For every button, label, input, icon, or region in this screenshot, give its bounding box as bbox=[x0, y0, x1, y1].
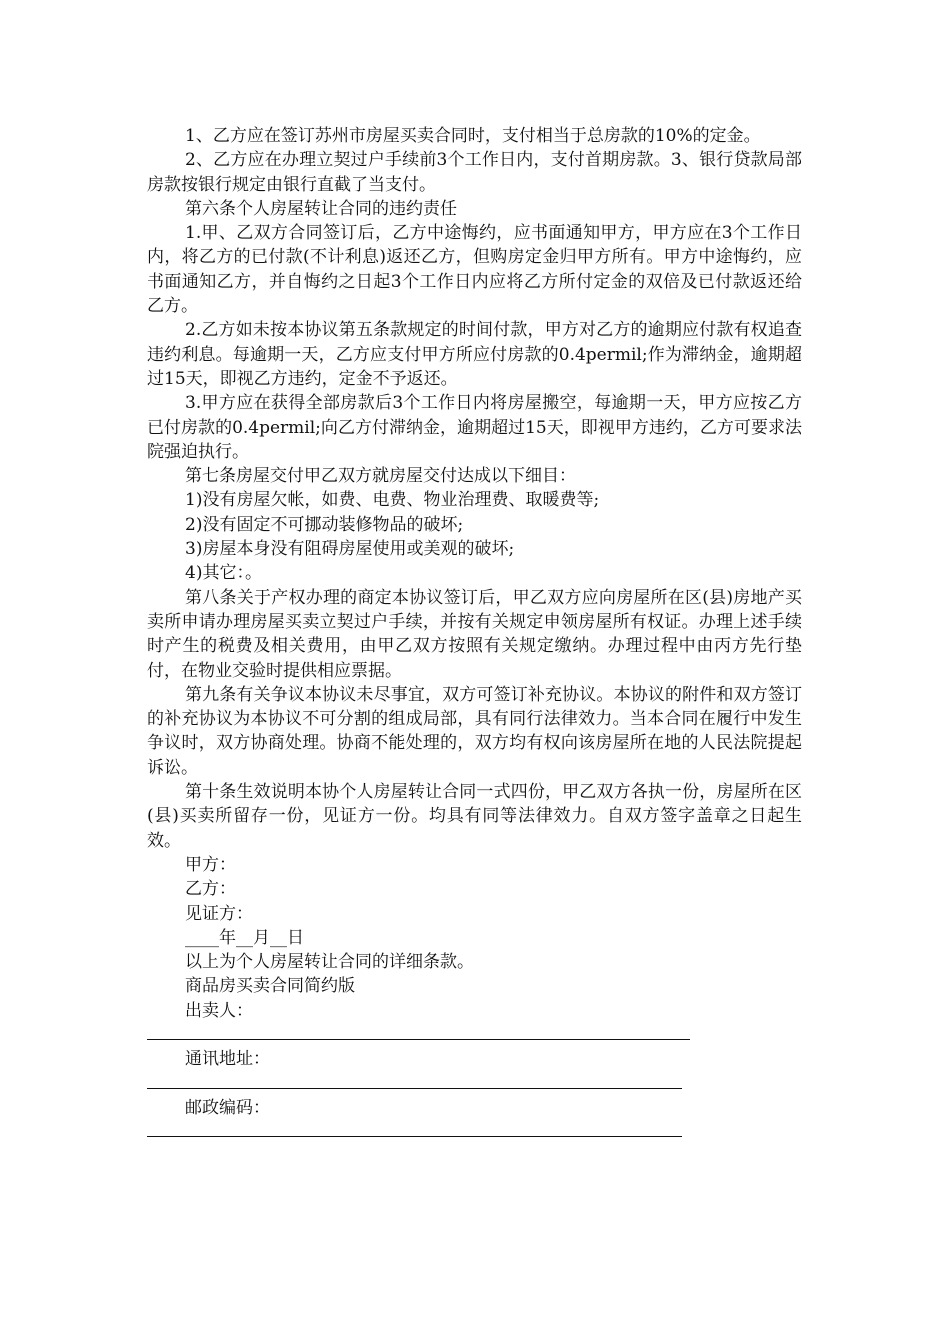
signature-witness: 见证方： bbox=[185, 903, 253, 924]
postcode-fill-line bbox=[147, 1120, 802, 1144]
list-item-delivery-3: 3)房屋本身没有阻碍房屋使用或美观的破坏; bbox=[185, 539, 515, 560]
heading-article-7: 第七条房屋交付甲乙双方就房屋交付达成以下细目： bbox=[185, 466, 576, 487]
blank-line bbox=[147, 1120, 682, 1137]
document-page bbox=[147, 124, 802, 1144]
paragraph-breach-1: 1.甲、乙双方合同签订后，乙方中途悔约，应书面通知甲方，甲方应在3个工作日内，将乙方的已付款(不计利息)返还乙方，但购房定金归甲方所有。甲方中途悔约，应书面通知乙方，并自悔约之日起3个工作日内应将乙方所付定金的双倍及已付款返还给乙方。 bbox=[147, 223, 802, 317]
signature-party-b: 乙方： bbox=[185, 879, 236, 900]
seller-fill-line bbox=[147, 1023, 802, 1047]
paragraph-breach-3: 3.甲方应在获得全部房款后3个工作日内将房屋搬空，每逾期一天，甲方应按乙方已付房款的0.4permil;向乙方付滞纳金，逾期超过15天，即视甲方违约，乙方可要求法院强迫执行。 bbox=[147, 393, 802, 462]
postcode-label: 邮政编码： bbox=[185, 1097, 270, 1118]
address-label: 通讯地址： bbox=[185, 1049, 270, 1070]
heading-article-6: 第六条个人房屋转让合同的违约责任 bbox=[185, 198, 457, 219]
paragraph-first-payment: 2、乙方应在办理立契过户手续前3个工作日内，支付首期房款。3、银行贷款局部房款按银行规定由银行直截了当支付。 bbox=[147, 150, 802, 195]
paragraph-article-9: 第九条有关争议本协议未尽事宜，双方可签订补充协议。本协议的附件和双方签订的补充协议为本协议不可分割的组成局部，具有同行法律效力。当本合同在履行中发生争议时，双方协商处理。协商不能处理的，双方均有权向该房屋所在地的人民法院提起诉讼。 bbox=[147, 684, 802, 778]
closing-note: 以上为个人房屋转让合同的详细条款。 bbox=[185, 952, 474, 973]
signature-date: ____年__月__日 bbox=[185, 927, 304, 948]
paragraph-breach-2: 2.乙方如未按本协议第五条款规定的时间付款，甲方对乙方的逾期应付款有权追查违约利息。每逾期一天，乙方应支付甲方所应付房款的0.4permil;作为滞纳金，逾期超过15天，即视乙方违约，定金不予返还。 bbox=[147, 320, 802, 389]
paragraph-article-10: 第十条生效说明本协个人房屋转让合同一式四份，甲乙双方各执一份，房屋所在区(县)买卖所留存一份，见证方一份。均具有同等法律效力。自双方签字盖章之日起生效。 bbox=[147, 782, 802, 851]
blank-line bbox=[147, 1023, 690, 1040]
signature-party-a: 甲方： bbox=[185, 854, 236, 875]
address-fill-line bbox=[147, 1072, 802, 1096]
paragraph-article-8: 第八条关于产权办理的商定本协议签订后，甲乙双方应向房屋所在区(县)房地产买卖所申请办理房屋买卖立契过户手续，并按有关规定申领房屋所有权证。办理上述手续时产生的税费及相关费用，由甲乙双方按照有关规定缴纳。办理过程中由丙方先行垫付，在物业交验时提供相应票据。 bbox=[147, 587, 802, 681]
paragraph-deposit: 1、乙方应在签订苏州市房屋买卖合同时，支付相当于总房款的10%的定金。 bbox=[185, 126, 761, 146]
list-item-delivery-2: 2)没有固定不可挪动装修物品的破坏; bbox=[185, 514, 464, 535]
section-title-simplified: 商品房买卖合同简约版 bbox=[185, 976, 355, 997]
seller-label: 出卖人： bbox=[185, 1000, 253, 1021]
list-item-delivery-4: 4)其它：。 bbox=[185, 563, 262, 584]
blank-line bbox=[147, 1072, 682, 1089]
list-item-delivery-1: 1)没有房屋欠帐，如费、电费、物业治理费、取暖费等; bbox=[185, 490, 600, 511]
